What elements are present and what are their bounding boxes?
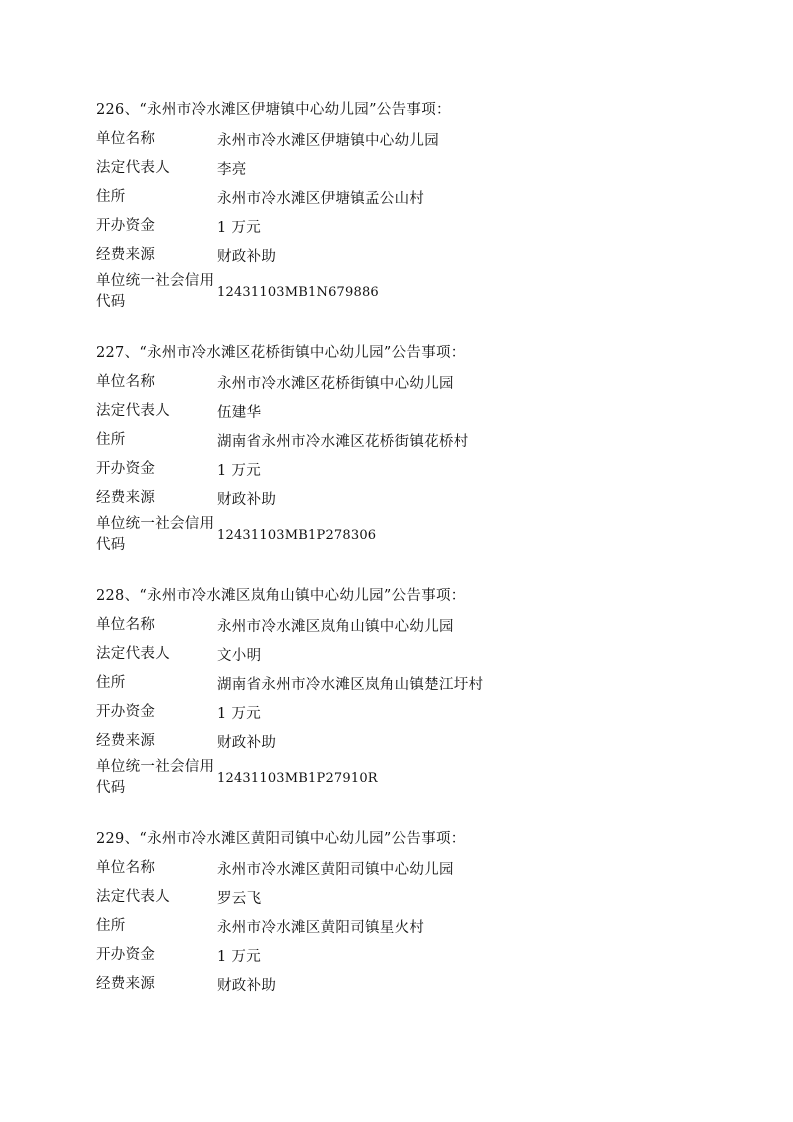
label-address: 住所 bbox=[96, 432, 126, 448]
entry-heading: 227、“永州市冷水滩区花桥街镇中心幼儿园”公告事项： bbox=[96, 345, 466, 361]
label-credit-code: 单位统一社会信用代码 bbox=[96, 516, 215, 553]
label-funding-source: 经费来源 bbox=[96, 490, 156, 506]
label-funding-source: 经费来源 bbox=[96, 733, 156, 749]
value-credit-code: 12431103MB1N679886 bbox=[217, 284, 379, 300]
row-funding-source bbox=[96, 727, 716, 756]
announcement-entry-227 bbox=[96, 339, 716, 557]
label-start-up-funds: 开办资金 bbox=[96, 218, 156, 234]
entry-heading: 229、“永州市冷水滩区黄阳司镇中心幼儿园”公告事项： bbox=[96, 831, 466, 847]
label-credit-code: 单位统一社会信用代码 bbox=[96, 273, 215, 310]
value-address: 永州市冷水滩区伊塘镇孟公山村 bbox=[217, 191, 425, 207]
announcement-entry-229 bbox=[96, 825, 716, 999]
row-funding-source bbox=[96, 241, 716, 270]
label-address: 住所 bbox=[96, 918, 126, 934]
label-legal-representative: 法定代表人 bbox=[96, 160, 170, 176]
value-start-up-funds: 1 万元 bbox=[217, 949, 262, 965]
value-legal-representative: 罗云飞 bbox=[217, 891, 262, 907]
row-unit-name bbox=[96, 125, 716, 154]
label-legal-representative: 法定代表人 bbox=[96, 646, 170, 662]
label-legal-representative: 法定代表人 bbox=[96, 403, 170, 419]
row-start-up-funds bbox=[96, 455, 716, 484]
label-address: 住所 bbox=[96, 675, 126, 691]
label-unit-name: 单位名称 bbox=[96, 131, 156, 147]
row-unit-name bbox=[96, 854, 716, 883]
row-legal-representative bbox=[96, 397, 716, 426]
label-start-up-funds: 开办资金 bbox=[96, 461, 156, 477]
row-unit-name bbox=[96, 611, 716, 640]
value-funding-source: 财政补助 bbox=[217, 492, 277, 508]
value-legal-representative: 文小明 bbox=[217, 648, 262, 664]
value-credit-code: 12431103MB1P27910R bbox=[217, 770, 378, 786]
value-start-up-funds: 1 万元 bbox=[217, 463, 262, 479]
value-unit-name: 永州市冷水滩区黄阳司镇中心幼儿园 bbox=[217, 862, 454, 878]
row-credit-code bbox=[96, 756, 716, 800]
value-unit-name: 永州市冷水滩区花桥街镇中心幼儿园 bbox=[217, 376, 454, 392]
entry-heading: 226、“永州市冷水滩区伊塘镇中心幼儿园”公告事项： bbox=[96, 102, 451, 118]
value-start-up-funds: 1 万元 bbox=[217, 220, 262, 236]
value-legal-representative: 伍建华 bbox=[217, 405, 262, 421]
row-start-up-funds bbox=[96, 698, 716, 727]
value-funding-source: 财政补助 bbox=[217, 978, 277, 994]
row-unit-name bbox=[96, 368, 716, 397]
value-address: 永州市冷水滩区黄阳司镇星火村 bbox=[217, 920, 425, 936]
value-funding-source: 财政补助 bbox=[217, 249, 277, 265]
announcement-entry-226 bbox=[96, 96, 716, 314]
row-funding-source bbox=[96, 484, 716, 513]
value-unit-name: 永州市冷水滩区伊塘镇中心幼儿园 bbox=[217, 133, 439, 149]
row-credit-code bbox=[96, 513, 716, 557]
label-unit-name: 单位名称 bbox=[96, 374, 156, 390]
value-credit-code: 12431103MB1P278306 bbox=[217, 527, 377, 543]
row-address bbox=[96, 669, 716, 698]
label-legal-representative: 法定代表人 bbox=[96, 889, 170, 905]
value-legal-representative: 李亮 bbox=[217, 162, 247, 178]
row-legal-representative bbox=[96, 154, 716, 183]
row-address bbox=[96, 183, 716, 212]
label-funding-source: 经费来源 bbox=[96, 247, 156, 263]
value-address: 湖南省永州市冷水滩区岚角山镇楚江圩村 bbox=[217, 677, 484, 693]
row-legal-representative bbox=[96, 883, 716, 912]
label-funding-source: 经费来源 bbox=[96, 976, 156, 992]
row-start-up-funds bbox=[96, 212, 716, 241]
value-address: 湖南省永州市冷水滩区花桥街镇花桥村 bbox=[217, 434, 469, 450]
label-unit-name: 单位名称 bbox=[96, 860, 156, 876]
value-funding-source: 财政补助 bbox=[217, 735, 277, 751]
row-address bbox=[96, 426, 716, 455]
announcement-entry-228 bbox=[96, 582, 716, 800]
label-address: 住所 bbox=[96, 189, 126, 205]
value-start-up-funds: 1 万元 bbox=[217, 706, 262, 722]
row-address bbox=[96, 912, 716, 941]
row-start-up-funds bbox=[96, 941, 716, 970]
value-unit-name: 永州市冷水滩区岚角山镇中心幼儿园 bbox=[217, 619, 454, 635]
label-start-up-funds: 开办资金 bbox=[96, 947, 156, 963]
label-start-up-funds: 开办资金 bbox=[96, 704, 156, 720]
row-funding-source bbox=[96, 970, 716, 999]
row-credit-code bbox=[96, 270, 716, 314]
row-legal-representative bbox=[96, 640, 716, 669]
label-unit-name: 单位名称 bbox=[96, 617, 156, 633]
entry-heading: 228、“永州市冷水滩区岚角山镇中心幼儿园”公告事项： bbox=[96, 588, 466, 604]
label-credit-code: 单位统一社会信用代码 bbox=[96, 759, 215, 796]
